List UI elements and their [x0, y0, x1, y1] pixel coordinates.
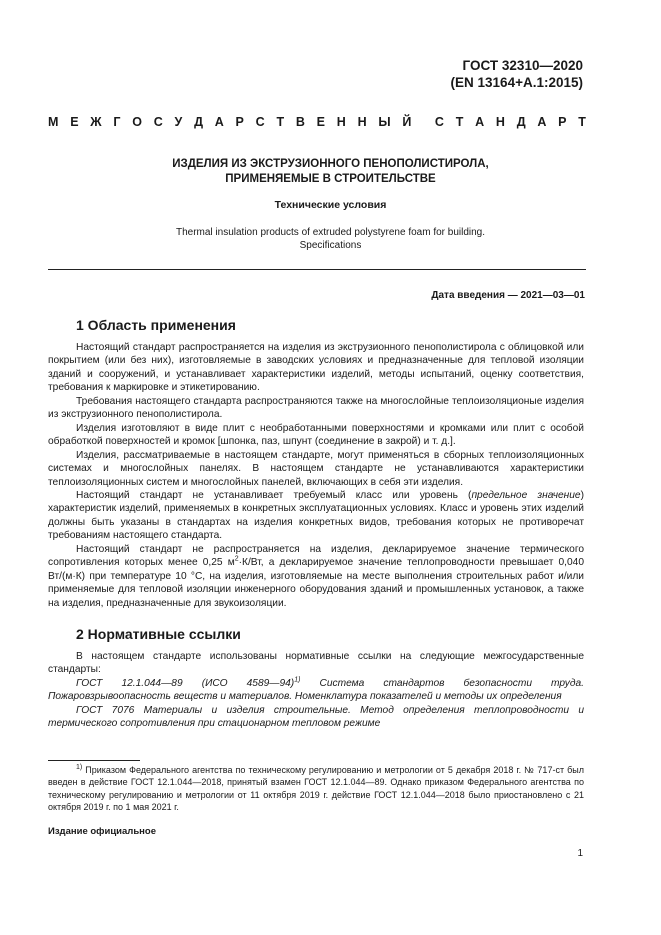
banner-letter: Р: [558, 115, 567, 129]
section-1-paragraph-5: Настоящий стандарт не устанавливает требуемый класс или уровень (предельное значение) характеристик изделий, применяемых в конкретных эксплуатационных условиях. Класс и уровень этих изделий должны быть указаны в стандартах на изделия конкретных видов, требования которых не противоречат требованиям настоящего стандарта.: [48, 489, 584, 542]
banner-letter: Е: [70, 115, 79, 129]
normative-reference-1: ГОСТ 12.1.044—89 (ИСО 4589—94)$^{1)}$ Система стандартов безопасности труда. Пожаровзрывоопасность веществ и материалов. Номенклатура показателей и методы их определения: [48, 676, 584, 703]
banner-letter: С: [434, 115, 444, 129]
footnote-text: Приказом Федерального агентства по техническому регулированию и метрологии от 5 декабря 2018 г. № 717-ст был введен в действие ГОСТ 12.1.044—2018, принятый взамен ГОСТ 12.1.044—89. Однако приказом Федерального агентства по техническому регулированию и метрологии от 11 октября 2019 г. действие ГОСТ 12.1.044—2018 было приостановлено с 21 октября 2019 г. по 1 мая 2021 г.: [48, 765, 584, 812]
banner-letter: Н: [336, 115, 346, 129]
banner-letter: А: [214, 115, 224, 129]
page-number: 1: [577, 848, 583, 859]
banner-letter: М: [48, 115, 59, 129]
official-edition-label: Издание официальное: [48, 826, 156, 837]
emphasis-limit-value: предельное значение: [471, 489, 581, 501]
footnote-mark: 1): [76, 764, 83, 771]
english-title-line-1: Thermal insulation products of extruded polystyrene foam for building.: [175, 227, 486, 238]
section-1-paragraph-2: Требования настоящего стандарта распространяются также на многослойные теплоизоляционые изделия из экструзионного пенополистирола.: [48, 395, 584, 421]
section-2-body: [48, 650, 584, 731]
banner-letter: Т: [276, 115, 285, 129]
section-2-paragraph-1: В настоящем стандарте использованы нормативные ссылки на следующие межгосударственные стандарты:: [48, 651, 584, 676]
title-line-1: ИЗДЕЛИЯ ИЗ ЭКСТРУЗИОННОГО ПЕНОПОЛИСТИРОЛА,: [172, 158, 489, 170]
section-1-body: [48, 341, 584, 610]
banner-letter: Д: [516, 115, 526, 129]
banner-letter: В: [295, 115, 305, 129]
banner-letter: Т: [578, 115, 586, 129]
english-title: [48, 226, 613, 252]
banner-letter: Й: [402, 115, 412, 129]
footnote-divider: [48, 760, 140, 761]
banner-letter: С: [255, 115, 265, 129]
section-1-paragraph-6: Настоящий стандарт не распространяется на изделия, декларируемое значение термического сопротивления которых менее 0,25 $м^2\cdot К/Вт$, а декларируемое значение теплопроводности превышает 0,040 Вт/(м·К) при температуре 10 °С, на изделия, изготовляемые на месте выполнения строительных работ и/или применяемые для тепловой изоляции инженерного оборудования зданий и промышленных установок, а также на изделия, предназначенные для звукоизоляции.: [48, 543, 584, 609]
document-subtitle: Технические условия: [274, 199, 387, 211]
section-1-paragraph-3: Изделия изготовляют в виде плит с необработанными поверхностями и кромками или плит с особой обработкой поверхностей и кромок [шпонка, паз, шпунт (соединение в закрой) и т. д.].: [48, 422, 584, 448]
banner-letter: Н: [357, 115, 367, 129]
document-code-block: [451, 57, 583, 91]
document-title: [48, 157, 613, 187]
banner-letter: С: [153, 115, 163, 129]
banner-letter: О: [132, 115, 142, 129]
en-standard-code: (EN 13164+A.1:2015): [450, 75, 583, 90]
banner-letter: Ы: [378, 115, 391, 129]
header-divider: [48, 269, 586, 270]
banner-letter: А: [537, 115, 547, 129]
footnote-marker: 1): [294, 676, 301, 684]
normative-reference-2: ГОСТ 7076 Материалы и изделия строительные. Метод определения теплопроводности и термического сопротивления при стационарном тепловом режиме: [48, 704, 584, 730]
banner-letter: Н: [495, 115, 505, 129]
section-1-paragraph-1: Настоящий стандарт распространяется на изделия из экструзионного пенополистирола с облицовкой или покрытием (или без них), изготовляемые в заводских условиях и предназначенные для тепловой изоляции зданий и сооружений, и устанавливает характеристики изделий, методы испытаний, оценку соответствия, требования к маркировке и этикетированию.: [48, 342, 584, 394]
banner-letter: У: [174, 115, 183, 129]
banner-letter: А: [475, 115, 485, 129]
standard-code: ГОСТ 32310—2020: [462, 58, 583, 73]
interstate-standard-banner: [48, 115, 586, 129]
introduction-date: Дата введения — 2021—03—01: [431, 290, 585, 301]
footnote: [48, 764, 584, 813]
section-1-paragraph-4: Изделия, рассматриваемые в настоящем стандарте, могут применяться в сборных теплоизоляционных системах и многослойных панелях. В настоящем стандарте не устанавливаются характеристики теплоизоляционных систем и многослойных панелей, включающих в себя эти изделия.: [48, 449, 584, 488]
title-line-2: ПРИМЕНЯЕМЫЕ В СТРОИТЕЛЬСТВЕ: [225, 173, 436, 185]
banner-letter: Т: [455, 115, 464, 129]
section-1-heading: 1 Область применения: [76, 317, 236, 333]
english-title-line-2: Specifications: [299, 240, 362, 251]
banner-letter: Г: [113, 115, 121, 129]
banner-letter: Е: [316, 115, 325, 129]
banner-letter: Р: [235, 115, 244, 129]
banner-letter: Ж: [90, 115, 102, 129]
section-2-heading: 2 Нормативные ссылки: [76, 626, 241, 642]
banner-letter: Д: [194, 115, 203, 129]
